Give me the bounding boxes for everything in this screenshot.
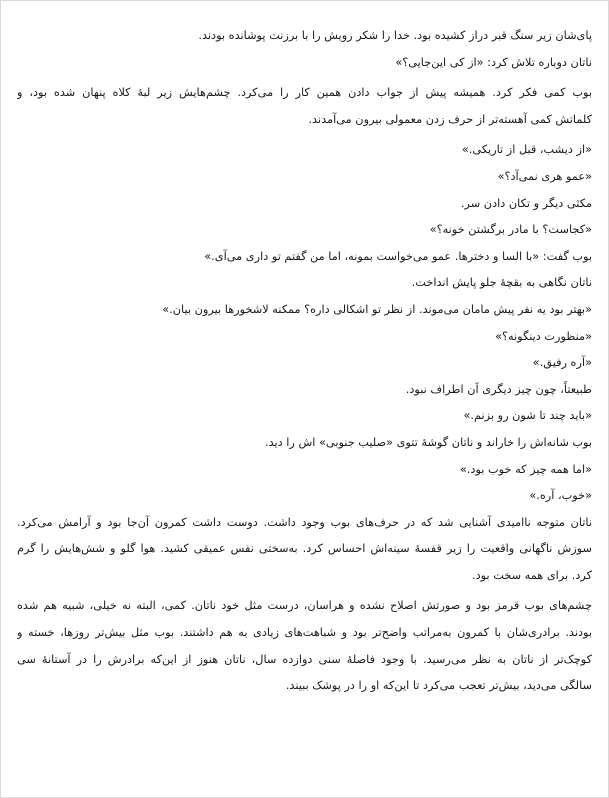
text-line: بوب گفت: «با السا و دخترها. عمو می‌خواست بمونه، اما من گفتم تو داری می‌آی.» (204, 249, 592, 263)
text-line: «بهتر بود یه نفر پیش ماما‌ن می‌موند. از نظر تو اشکالی داره؟ ممکنه لاشخورها بیرون بیان.» (162, 302, 592, 316)
text-line: ناتان نگاهی به بقچهٔ جلو پایش انداخت. (411, 276, 592, 290)
text-line: «خوب، آره.» (529, 489, 592, 503)
text-line: ناتان متوجه ناامیدی آشنایی شد که در حرف‌های بوب وجود داشت. دوست داشت کمرون آن‌جا بود و آرامش می‌کرد. (17, 515, 592, 529)
text-line: طبیعتاً، چون چیز دیگری آن اطراف نبود. (405, 382, 592, 396)
text-line: سوزش ناگهانی واقعیت را زیر قفسهٔ سینه‌اش احساس کرد. به‌سختی نفس عمیقی کشید. هوا گلو و شش‌هایش را گرم (17, 542, 592, 556)
text-line: «اما همه چیز که خوب بود.» (459, 462, 592, 476)
text-line: «کجاست؟ با مادر برگشتن خونه؟» (429, 223, 592, 237)
page-text (17, 23, 592, 700)
text-line: مکثی دیگر و تکان دادن سر. (460, 196, 592, 210)
text-line: «باید چند تا شون رو بزنم.» (463, 409, 592, 423)
text-line: ناتان دوباره تلاش کرد: «از کی این‌جایی؟» (395, 55, 592, 69)
text-line: بوب کمی فکر کرد. همیشه پیش از جواب دادن همین کار را می‌کرد. چشم‌هایش زیر لبهٔ کلاه پنهان شده بود، و (17, 86, 592, 100)
text-line: «از دیشب، قبل از تاریکی.» (461, 143, 592, 157)
text-line: کلماتش کمی آهسته‌تر از حرف زدن معمولی بیرون می‌آمدند. (308, 112, 592, 126)
text-line: بوب شانه‌اش را خاراند و ناتان گوشهٔ تتوی «صلیب جنوبی» اش را دید. (265, 435, 592, 449)
text-line: کرد. برای همه سخت بود. (472, 568, 592, 582)
text-line: «آره رفیق.» (532, 356, 592, 370)
text-line: بودند. برادری‌شان با کمرون به‌مراتب واضح‌تر بود و شباهت‌های زیادی به هم داشتند. بوب مثل بیش‌تر روزها، خسته و (17, 626, 592, 640)
text-line: پای‌شان زیر سنگ قبر دراز کشیده بود. خدا را شکر رویش را با برزنت پوشانده بودند. (198, 29, 592, 42)
text-line: «منظورت دینگونه؟» (495, 329, 592, 343)
text-line: چشم‌های بوب قرمز بود و صورتش اصلاح نشده و هراسان، درست مثل خود ناتان. کمی، البته نه خیلی، شبیه هم شده (17, 599, 592, 613)
text-line: کوچک‌تر از ناتان به نظر می‌رسید. با وجود فاصلهٔ سنی دوازده سال، ناتان هنوز از این‌که برادرش را در آستانهٔ سی (17, 652, 592, 666)
text-line: «عمو هری نمی‌آد؟» (497, 169, 592, 183)
text-line: سالگی می‌دید، بیش‌تر تعجب می‌کرد تا این‌که او را در پوشک ببیند. (285, 679, 592, 693)
